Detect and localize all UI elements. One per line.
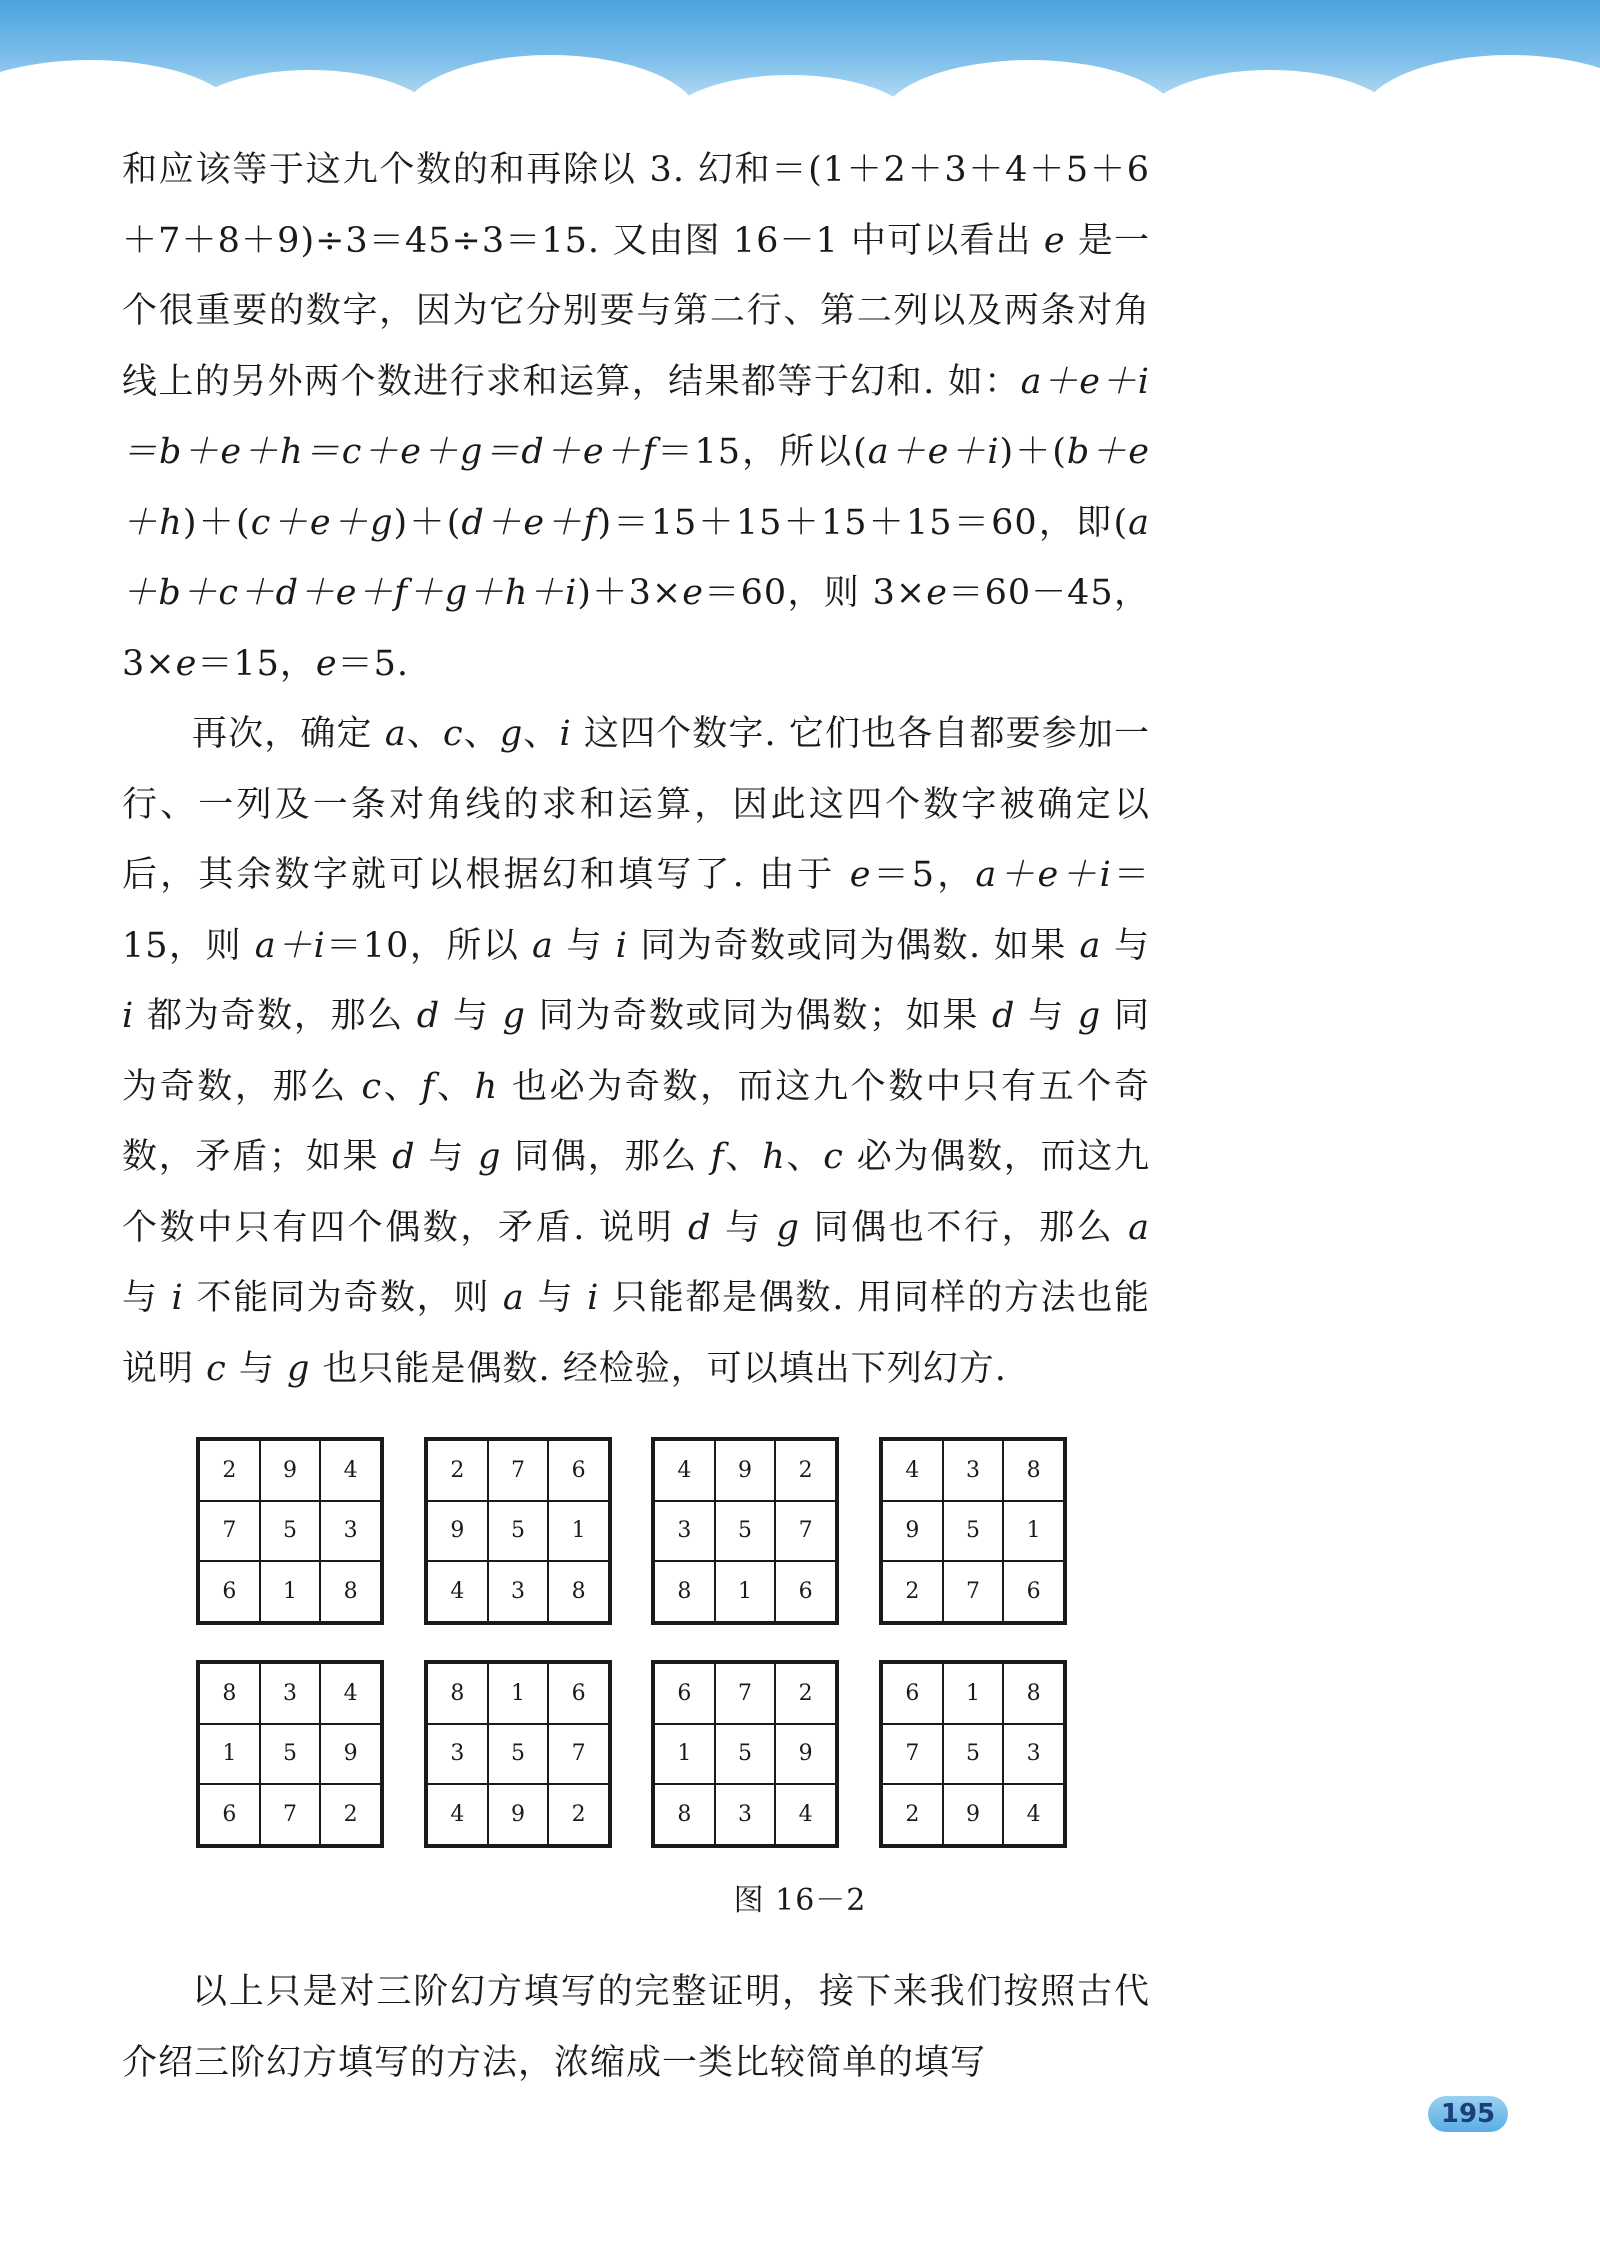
magic-square-cell: 9 [715,1440,776,1501]
magic-square-cell: 6 [199,1784,260,1845]
magic-square [196,1660,384,1848]
body-text-bottom [122,1957,1150,2098]
magic-square-cell: 8 [199,1663,260,1724]
magic-square-cell: 9 [427,1501,488,1562]
magic-square-cell: 2 [775,1440,836,1501]
magic-square-cell: 8 [1003,1663,1064,1724]
magic-square-cell: 3 [427,1724,488,1785]
paragraph-2: 再次，确定 a、c、g、i 这四个数字. 它们也各自都要参加一行、一列及一条对角线的求和运算，因此这四个数字被确定以后，其余数字就可以根据幻和填写了. 由于 e＝5，a＋e＋i＝15，则 a＋i＝10，所以 a 与 i 同为奇数或同为偶数. 如果 a 与 i 都为奇数，那么 d 与 g 同为奇数或同为偶数；如果 d 与 g 同为奇数，那么 c、f、h 也必为奇数，而这九个数中只有五个奇数，矛盾；如果 d 与 g 同偶，那么 f、h、c 必为偶数，而这九个数中只有四个偶数，矛盾. 说明 d 与 g 同偶也不行，那么 a 与 i 不能同为奇数，则 a 与 i 只能都是偶数. 用同样的方法也能说明 c 与 g 也只能是偶数. 经检验，可以填出下列幻方. [122,714,1150,1389]
magic-square-cell: 4 [427,1784,488,1845]
paragraph-1: 和应该等于这九个数的和再除以 3. 幻和＝(1＋2＋3＋4＋5＋6＋7＋8＋9)÷3＝45÷3＝15. 又由图 16－1 中可以看出 e 是一个很重要的数字，因为它分别要与第二行、第二列以及两条对角线上的另外两个数进行求和运算，结果都等于幻和. 如：a＋e＋i＝b＋e＋h＝c＋e＋g＝d＋e＋f＝15，所以(a＋e＋i)＋(b＋e＋h)＋(c＋e＋g)＋(d＋e＋f)＝15＋15＋15＋15＝60，即(a＋b＋c＋d＋e＋f＋g＋h＋i)＋3×e＝60，则 3×e＝60－45，3×e＝15，e＝5. [122,150,1151,684]
magic-square-cell: 7 [943,1561,1004,1622]
magic-square-cell: 5 [260,1501,321,1562]
magic-square-cell: 6 [1003,1561,1064,1622]
magic-square-cell: 1 [1003,1501,1064,1562]
magic-square-cell: 4 [882,1440,943,1501]
magic-square-cell: 1 [943,1663,1004,1724]
body-text [122,135,1150,1404]
magic-square-cell: 8 [548,1561,609,1622]
magic-square-cell: 7 [882,1724,943,1785]
magic-square-cell: 1 [488,1663,549,1724]
magic-square [879,1660,1067,1848]
magic-square [651,1437,839,1625]
magic-square-cell: 1 [654,1724,715,1785]
magic-square [424,1660,612,1848]
magic-square-cell: 5 [260,1724,321,1785]
magic-square-cell: 8 [1003,1440,1064,1501]
magic-square-cell: 2 [199,1440,260,1501]
magic-square-cell: 6 [199,1561,260,1622]
magic-square-cell: 9 [775,1724,836,1785]
magic-square-cell: 7 [199,1501,260,1562]
magic-square-cell: 2 [882,1784,943,1845]
magic-square-cell: 9 [882,1501,943,1562]
magic-square-cell: 6 [775,1561,836,1622]
magic-square-cell: 5 [715,1501,776,1562]
magic-square-cell: 2 [427,1440,488,1501]
magic-square-cell: 5 [488,1724,549,1785]
magic-square [651,1660,839,1848]
magic-square-cell: 5 [943,1724,1004,1785]
magic-square-cell: 3 [320,1501,381,1562]
magic-square-cell: 2 [882,1561,943,1622]
magic-square-cell: 4 [1003,1784,1064,1845]
magic-square-cell: 3 [654,1501,715,1562]
magic-square-cell: 9 [488,1784,549,1845]
figure-caption: 图 16－2 [733,1883,867,1918]
magic-square-cell: 7 [488,1440,549,1501]
magic-square [879,1437,1067,1625]
magic-square-cell: 3 [260,1663,321,1724]
magic-square-cell: 9 [943,1784,1004,1845]
magic-square-cell: 2 [548,1784,609,1845]
magic-square-cell: 8 [654,1561,715,1622]
magic-square-cell: 5 [715,1724,776,1785]
magic-square-cell: 6 [654,1663,715,1724]
magic-square-cell: 1 [199,1724,260,1785]
magic-square-cell: 4 [775,1784,836,1845]
magic-square-cell: 7 [260,1784,321,1845]
magic-square-cell: 1 [715,1561,776,1622]
magic-square-cell: 8 [320,1561,381,1622]
magic-square-cell: 1 [548,1501,609,1562]
magic-square-cell: 1 [260,1561,321,1622]
magic-square-cell: 5 [488,1501,549,1562]
magic-square-cell: 2 [320,1784,381,1845]
page-number: 195 [1428,2096,1508,2132]
magic-square [424,1437,612,1625]
magic-square-cell: 4 [427,1561,488,1622]
magic-square-cell: 5 [943,1501,1004,1562]
magic-square-cell: 3 [943,1440,1004,1501]
magic-square-cell: 2 [775,1663,836,1724]
magic-square-cell: 7 [775,1501,836,1562]
magic-square-cell: 9 [320,1724,381,1785]
magic-square-cell: 3 [1003,1724,1064,1785]
magic-square-cell: 3 [488,1561,549,1622]
magic-square-cell: 8 [427,1663,488,1724]
magic-square [196,1437,384,1625]
magic-square-cell: 6 [548,1440,609,1501]
magic-square-cell: 7 [548,1724,609,1785]
magic-square-cell: 4 [654,1440,715,1501]
magic-square-cell: 4 [320,1440,381,1501]
magic-square-cell: 6 [548,1663,609,1724]
cloud-shape [1360,55,1600,185]
magic-square-cell: 9 [260,1440,321,1501]
magic-square-cell: 3 [715,1784,776,1845]
magic-squares-figure [196,1437,1072,1852]
page-header-decoration [0,0,1600,135]
magic-square-cell: 8 [654,1784,715,1845]
paragraph-3: 以上只是对三阶幻方填写的完整证明，接下来我们按照古代介绍三阶幻方填写的方法，浓缩成一类比较简单的填写 [122,1972,1150,2083]
magic-square-cell: 6 [882,1663,943,1724]
magic-square-cell: 4 [320,1663,381,1724]
magic-square-cell: 7 [715,1663,776,1724]
